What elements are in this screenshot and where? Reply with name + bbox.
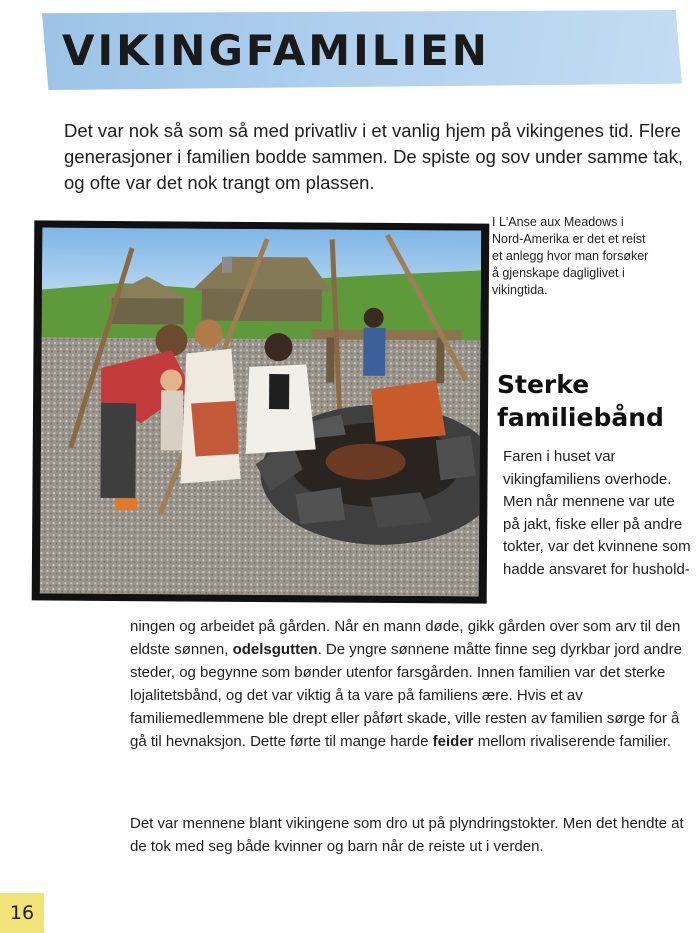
page-title: VIKINGFAMILIEN bbox=[62, 26, 490, 75]
body-text-part-1: ningen og arbeidet på gården. Når en mann døde, gikk gården over som arv til den eldste sønnen, bbox=[130, 618, 681, 658]
final-paragraph: Det var mennene blant vikingene som dro ut på plyndringstokter. Men det hendte at de tok med seg både kvinner og barn når de reiste ut i verden. bbox=[130, 815, 684, 855]
body-text-part-3: mellom rivaliserende familier. bbox=[477, 733, 672, 750]
intro-paragraph: Det var nok så som så med privatliv i et vanlig hjem på vikingenes tid. Flere generasjoner i familien bodde sammen. De spiste og sov under samme tak, og ofte var det nok trangt om plassen. bbox=[64, 120, 684, 193]
body-text-part-2: . De yngre sønnene måtte finne seg dyrkbar jord andre steder, og begynne som bønder utenfor farsgården. Innen familien var det sterke lojalitetsbånd, og det var viktig å ta vare på familiens ære. Hvis et av familiemedlemmene ble drept eller påført skade, ville resten av familien sørge for å gå til hevnaksjon. Dette førte til mange harde bbox=[130, 641, 682, 750]
viking-family-photo bbox=[32, 220, 490, 603]
page-number: 16 bbox=[0, 893, 44, 933]
photo-caption: I L'Anse aux Meadows i Nord-Amerika er det et reist et anlegg hvor man forsøker å gjenskape dagliglivet i vikingtida. bbox=[492, 215, 649, 297]
section-heading: Sterke familiebånd bbox=[497, 370, 664, 432]
term-feider: feider bbox=[432, 733, 474, 750]
side-paragraph: Faren i huset var vikingfamiliens overhode. Men når mennene var ute på jakt, fiske eller på andre tokter, var det kvinnene som hadde ansvaret for hushold- bbox=[503, 448, 691, 578]
term-odelsgutten: odelsgutten bbox=[232, 641, 318, 658]
body-paragraph bbox=[130, 615, 690, 753]
photo-illustration bbox=[40, 227, 482, 596]
